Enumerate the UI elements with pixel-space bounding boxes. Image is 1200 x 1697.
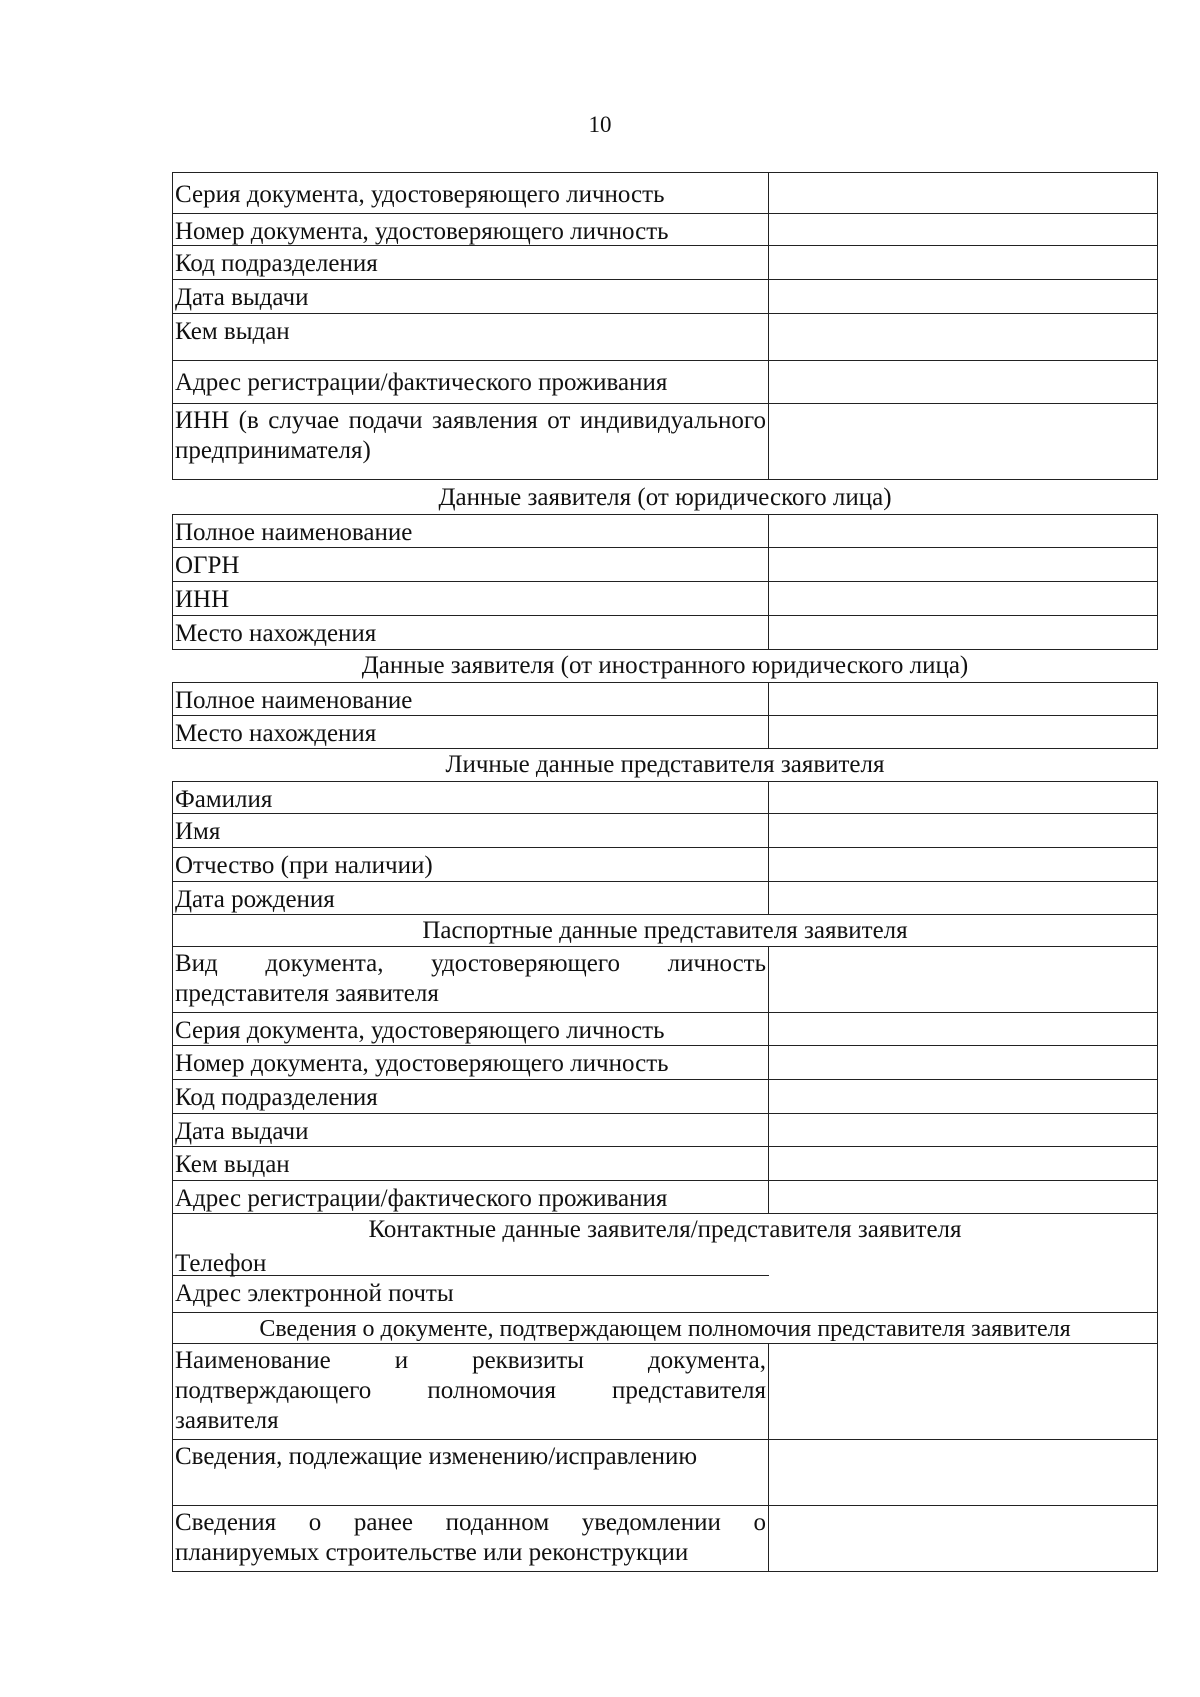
field-label: Место нахождения (173, 716, 769, 748)
form-row (172, 1440, 1158, 1506)
field-label: Код подразделения (173, 1080, 769, 1113)
field-label: Отчество (при наличии) (173, 848, 769, 881)
form-row (172, 246, 1158, 280)
field-label: Код подразделения (173, 246, 769, 279)
field-value-cell[interactable] (769, 280, 1157, 313)
field-value-cell[interactable] (769, 404, 1157, 479)
field-value-cell[interactable] (769, 716, 1157, 748)
field-label: Сведения о ранее поданном уведомлении о планируемых строительстве или реконструкции (173, 1506, 769, 1571)
form-row (172, 1181, 1158, 1214)
field-value-cell[interactable] (769, 515, 1157, 547)
field-value-cell[interactable] (769, 361, 1157, 403)
field-value-cell[interactable] (769, 616, 1157, 649)
application-form-table (172, 172, 1158, 1572)
field-label: Имя (173, 814, 769, 847)
field-value-cell[interactable] (769, 1506, 1157, 1571)
field-label: Кем выдан (173, 1147, 769, 1180)
field-value-cell[interactable] (769, 1114, 1157, 1146)
form-row (172, 514, 1158, 548)
field-value-cell[interactable] (769, 683, 1157, 715)
form-row (172, 314, 1158, 361)
section-title-legal-entity: Данные заявителя (от юридического лица) (438, 484, 892, 511)
field-label: Наименование и реквизиты документа, подтверждающего полномочия представителя заявителя (173, 1344, 769, 1439)
section-title-representative-passport: Паспортные данные представителя заявителя (172, 915, 1158, 947)
form-row (172, 947, 1158, 1013)
field-label: Дата выдачи (173, 280, 769, 313)
field-value-cell[interactable] (769, 1013, 1157, 1045)
field-label: Кем выдан (173, 314, 769, 360)
field-label: Место нахождения (173, 616, 769, 649)
field-label: Дата рождения (173, 882, 769, 914)
field-label: Вид документа, удостоверяющего личность представителя заявителя (173, 947, 769, 1012)
field-value-cell[interactable] (769, 246, 1157, 279)
field-value-cell[interactable] (769, 548, 1157, 581)
field-value-cell[interactable] (769, 1440, 1157, 1505)
section-title-contacts: Контактные данные заявителя/представителя заявителя (172, 1214, 1158, 1246)
field-value-cell[interactable] (769, 314, 1157, 360)
field-label: Адрес электронной почты (175, 1280, 454, 1307)
field-value-cell[interactable] (769, 1147, 1157, 1180)
field-label: Серия документа, удостоверяющего личность (173, 173, 769, 213)
field-label: Сведения, подлежащие изменению/исправлению (173, 1440, 769, 1505)
form-row (172, 548, 1158, 582)
page-number: 10 (588, 112, 612, 137)
form-row (172, 214, 1158, 246)
form-row[interactable] (172, 1276, 1158, 1312)
form-row (172, 616, 1158, 650)
form-row (172, 172, 1158, 214)
field-value-cell[interactable] (769, 1344, 1157, 1439)
field-value-cell[interactable] (769, 882, 1157, 914)
field-value-cell[interactable] (769, 582, 1157, 615)
form-row (172, 361, 1158, 404)
form-row (172, 280, 1158, 314)
form-row (172, 682, 1158, 716)
field-label: Полное наименование (173, 683, 769, 715)
field-label: ИНН (в случае подачи заявления от индивидуального предпринимателя) (173, 404, 769, 479)
form-row[interactable] (172, 1246, 1158, 1276)
form-row (172, 848, 1158, 882)
field-value-cell[interactable] (769, 782, 1157, 813)
form-row (172, 716, 1158, 749)
field-label: Телефон (173, 1246, 769, 1276)
form-row (172, 1344, 1158, 1440)
form-row (172, 404, 1158, 480)
field-value-cell[interactable] (769, 814, 1157, 847)
form-row (172, 1080, 1158, 1114)
field-value-cell[interactable] (769, 214, 1157, 245)
field-value-cell[interactable] (769, 1181, 1157, 1213)
section-title-representative-personal: Личные данные представителя заявителя (445, 751, 885, 778)
section-title-foreign-legal-entity: Данные заявителя (от иностранного юридического лица) (361, 652, 969, 679)
field-label: Дата выдачи (173, 1114, 769, 1146)
field-label: ОГРН (173, 548, 769, 581)
form-row (172, 1147, 1158, 1181)
field-value-cell[interactable] (769, 173, 1157, 213)
field-label: Номер документа, удостоверяющего личность (173, 1046, 769, 1079)
field-label: Адрес регистрации/фактического проживания (173, 1181, 769, 1213)
form-row (172, 1506, 1158, 1572)
form-row (172, 781, 1158, 814)
form-row (172, 882, 1158, 915)
field-label: ИНН (173, 582, 769, 615)
field-label: Полное наименование (173, 515, 769, 547)
field-label: Номер документа, удостоверяющего личность (173, 214, 769, 245)
field-label: Фамилия (173, 782, 769, 813)
field-value-cell[interactable] (769, 1046, 1157, 1079)
field-value-cell[interactable] (769, 1080, 1157, 1113)
form-row (172, 1114, 1158, 1147)
field-label: Серия документа, удостоверяющего личность (173, 1013, 769, 1045)
field-value-cell[interactable] (769, 848, 1157, 881)
form-row (172, 814, 1158, 848)
section-title-authority-document: Сведения о документе, подтверждающем полномочия представителя заявителя (172, 1312, 1158, 1344)
field-value-cell[interactable] (769, 947, 1157, 1012)
form-row (172, 582, 1158, 616)
field-label: Адрес регистрации/фактического проживания (173, 361, 769, 403)
form-row (172, 1046, 1158, 1080)
form-row (172, 1013, 1158, 1046)
